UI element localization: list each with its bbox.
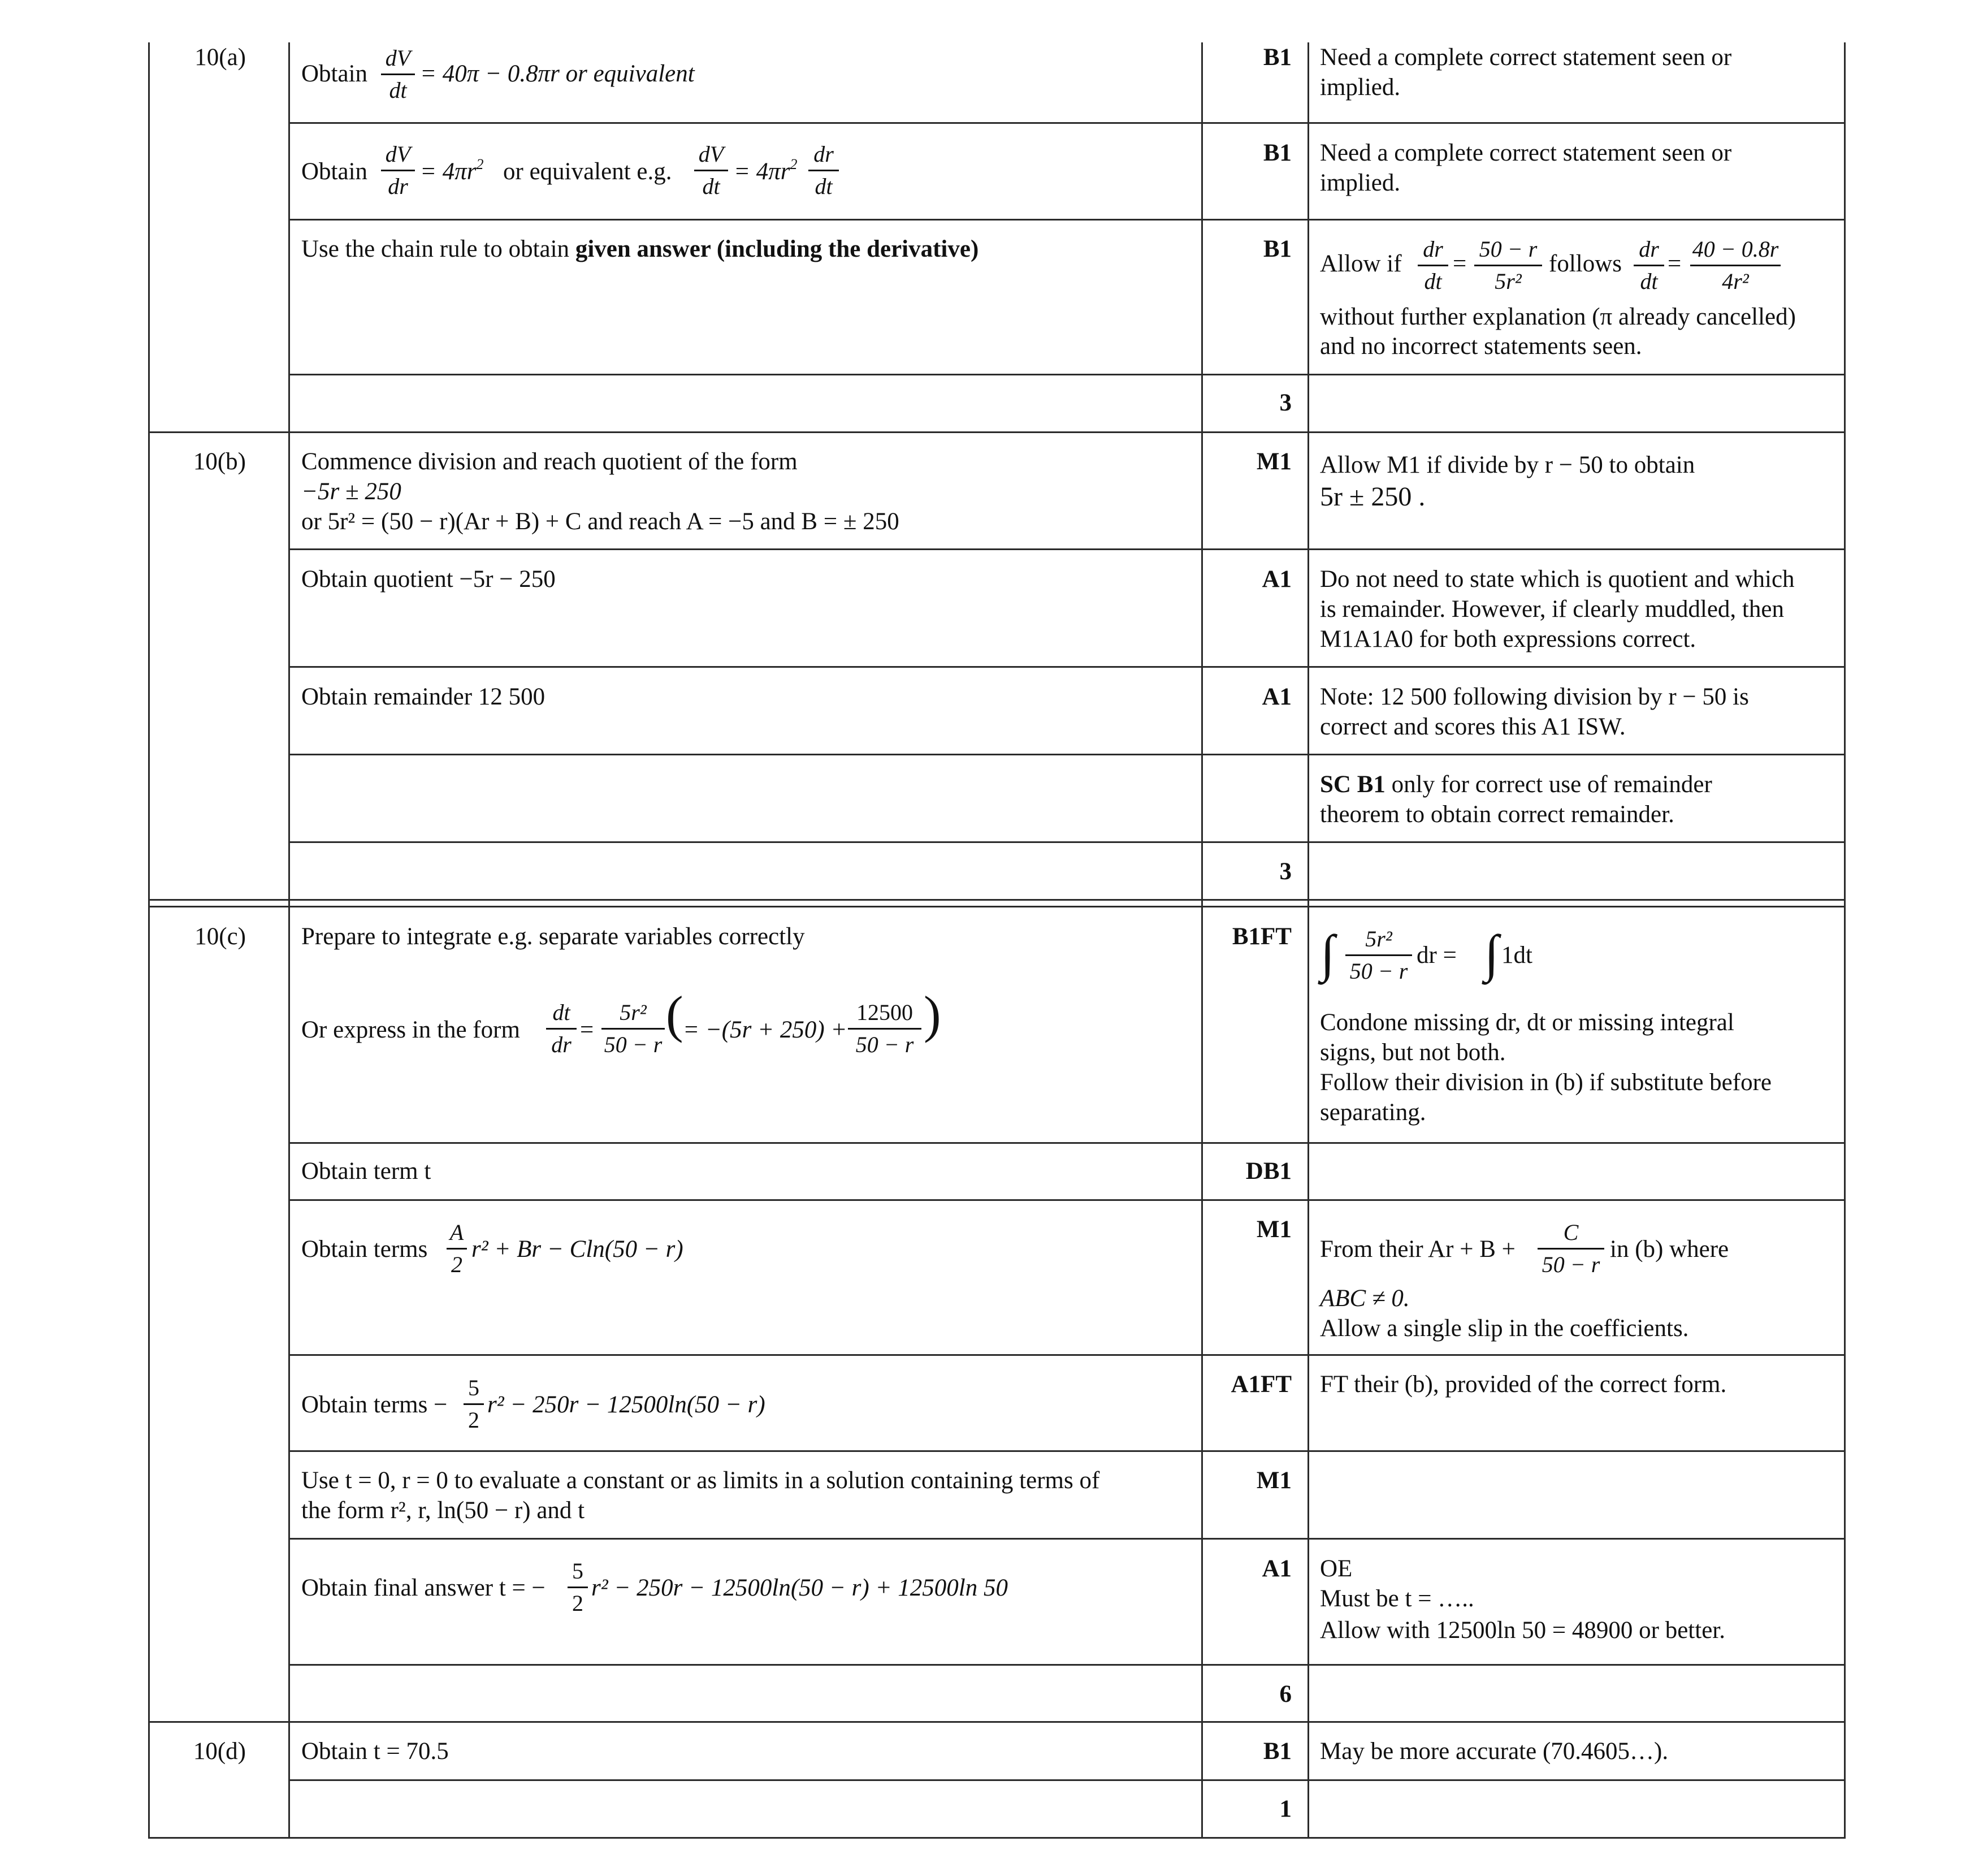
- guidance-text: follows: [1549, 250, 1622, 277]
- grid-line: [1844, 42, 1846, 1839]
- fraction: dV dt: [381, 45, 415, 103]
- grid-line: [148, 1721, 1846, 1723]
- guidance-line: May be more accurate (70.4605…).: [1320, 1738, 1669, 1765]
- guidance-text: 1dt: [1501, 942, 1532, 969]
- guidance-line: ABC ≠ 0.: [1320, 1285, 1410, 1312]
- mark-code: B1: [1263, 1738, 1292, 1765]
- grid-line: [288, 219, 1846, 221]
- answer-text: Obtain remainder 12 500: [301, 684, 545, 710]
- guidance-line: correct and scores this A1 ISW.: [1320, 714, 1626, 740]
- integral-sign: ∫: [1484, 924, 1499, 982]
- guidance-text: Allow if: [1320, 250, 1402, 277]
- grid-line: [288, 1779, 1846, 1781]
- guidance-line: theorem to obtain correct remainder.: [1320, 801, 1674, 828]
- fraction: 5 2: [568, 1558, 588, 1616]
- guidance-line: Need a complete correct statement seen or: [1320, 44, 1732, 71]
- answer-text: Or express in the form: [301, 1017, 520, 1043]
- guidance-text: in (b) where: [1610, 1236, 1729, 1263]
- fraction: dr dt: [808, 141, 839, 200]
- grid-line: [1307, 42, 1309, 1839]
- mark-code: B1FT: [1232, 923, 1292, 950]
- grid-line: [288, 1354, 1846, 1356]
- grid-line: [288, 1538, 1846, 1540]
- part-label: 10(d): [193, 1738, 246, 1765]
- total-marks: 3: [1279, 390, 1292, 416]
- total-marks: 3: [1279, 858, 1292, 885]
- guidance-line: Allow a single slip in the coefficients.: [1320, 1315, 1689, 1342]
- mark-code: B1: [1263, 236, 1292, 262]
- answer-text: Prepare to integrate e.g. separate variables correctly: [301, 923, 805, 950]
- answer-text: Obtain terms: [301, 1236, 428, 1263]
- answer-text: r² − 250r − 12500ln(50 − r): [487, 1391, 765, 1418]
- guidance-line: Do not need to state which is quotient and which: [1320, 566, 1795, 593]
- part-label: 10(b): [193, 448, 246, 475]
- fraction: C 50 − r: [1538, 1220, 1604, 1278]
- answer-line: or 5r² = (50 − r)(Ar + B) + C and reach A = −5 and B = ± 250: [301, 508, 899, 535]
- fraction: dV dt: [694, 141, 728, 200]
- fraction: 50 − r 5r²: [1474, 236, 1542, 295]
- grid-line: [148, 899, 1846, 901]
- grid-line: [288, 1450, 1846, 1452]
- answer-text: r² + Br − Cln(50 − r): [471, 1236, 683, 1263]
- paren-close: ): [924, 985, 941, 1043]
- guidance-line: and no incorrect statements seen.: [1320, 333, 1642, 360]
- fraction: 40 − 0.8r 4r²: [1690, 236, 1781, 295]
- answer-text: = 40π − 0.8πr or equivalent: [420, 60, 695, 87]
- guidance-line: implied.: [1320, 74, 1401, 101]
- grid-line: [288, 1199, 1846, 1201]
- guidance-line: is remainder. However, if clearly muddled, then: [1320, 596, 1784, 623]
- guidance-line: without further explanation (π already cancelled): [1320, 304, 1796, 330]
- guidance-line: SC B1 only for correct use of remainder: [1320, 771, 1712, 798]
- equals-sign: =: [1668, 250, 1682, 277]
- guidance-line: Allow M1 if divide by r − 50 to obtain: [1320, 452, 1695, 478]
- total-marks: 1: [1279, 1796, 1292, 1822]
- grid-line: [288, 666, 1846, 668]
- guidance-line: Must be t = …..: [1320, 1585, 1474, 1612]
- mark-code: B1: [1263, 140, 1292, 166]
- answer-line: −5r ± 250: [301, 478, 401, 505]
- fraction: 5r² 50 − r: [1345, 926, 1412, 984]
- answer-line: Use t = 0, r = 0 to evaluate a constant or as limits in a solution containing terms of: [301, 1467, 1100, 1494]
- equals-sign: =: [580, 1017, 594, 1043]
- answer-text: Use the chain rule to obtain given answer (including the derivative): [301, 236, 979, 262]
- guidance-line: Condone missing dr, dt or missing integral: [1320, 1009, 1734, 1036]
- answer-text: Obtain quotient −5r − 250: [301, 566, 556, 593]
- answer-line: Commence division and reach quotient of the form: [301, 448, 798, 475]
- answer-text: = $4\pi r^2$: [420, 156, 484, 185]
- part-label: 10(a): [194, 44, 246, 71]
- grid-line: [148, 906, 1846, 907]
- guidance-line: separating.: [1320, 1099, 1426, 1126]
- grid-line: [288, 1142, 1846, 1144]
- guidance-line: FT their (b), provided of the correct form.: [1320, 1371, 1727, 1398]
- answer-text: r² − 250r − 12500ln(50 − r) + 12500ln 50: [591, 1575, 1008, 1601]
- answer-text: or equivalent e.g.: [503, 158, 672, 185]
- guidance-text: From their Ar + B +: [1320, 1236, 1516, 1263]
- guidance-line: Follow their division in (b) if substitute before: [1320, 1069, 1772, 1096]
- fraction: dt dr: [546, 1000, 577, 1058]
- answer-text: Obtain term t: [301, 1158, 431, 1185]
- grid-line: [288, 42, 290, 1839]
- guidance-text: dr =: [1417, 942, 1457, 969]
- integral-sign: ∫: [1320, 924, 1335, 982]
- mark-code: A1: [1262, 1555, 1292, 1582]
- fraction: dV dr: [381, 141, 415, 200]
- fraction: dr dt: [1418, 236, 1448, 295]
- answer-text: Obtain: [301, 158, 368, 185]
- fraction: dr dt: [1634, 236, 1664, 295]
- total-marks: 6: [1279, 1681, 1292, 1708]
- fraction: 5 2: [464, 1375, 484, 1433]
- grid-line: [288, 548, 1846, 550]
- answer-line: the form r², r, ln(50 − r) and t: [301, 1497, 585, 1524]
- part-label: 10(c): [194, 923, 246, 950]
- fraction: A 2: [447, 1220, 467, 1278]
- grid-line: [288, 374, 1846, 375]
- guidance-line: Need a complete correct statement seen or: [1320, 140, 1732, 166]
- answer-text: Obtain: [301, 60, 368, 87]
- mark-code: DB1: [1245, 1158, 1292, 1185]
- equals-sign: =: [1453, 250, 1467, 277]
- grid-line: [288, 122, 1846, 124]
- fraction: 12500 50 − r: [848, 1000, 921, 1058]
- answer-text: Obtain terms −: [301, 1391, 448, 1418]
- grid-line: [148, 431, 1846, 433]
- answer-text: = $4\pi r^2$: [734, 156, 798, 185]
- paren-open: (: [666, 985, 683, 1043]
- grid-line: [288, 841, 1846, 843]
- fraction: 5r² 50 − r: [601, 1000, 665, 1058]
- guidance-line: M1A1A0 for both expressions correct.: [1320, 626, 1696, 652]
- guidance-line: implied.: [1320, 170, 1401, 196]
- guidance-line: OE: [1320, 1555, 1353, 1582]
- answer-text: Obtain final answer t = −: [301, 1575, 545, 1601]
- guidance-line: signs, but not both.: [1320, 1039, 1506, 1066]
- mark-code: M1: [1256, 448, 1292, 475]
- guidance-line: Allow with 12500ln 50 = 48900 or better.: [1320, 1617, 1725, 1644]
- grid-line: [288, 754, 1846, 755]
- answer-text: = −(5r + 250) +: [683, 1017, 847, 1043]
- mark-code: A1: [1262, 566, 1292, 593]
- grid-line: [148, 1837, 1846, 1839]
- answer-text: Obtain t = 70.5: [301, 1738, 449, 1765]
- mark-code: A1: [1262, 684, 1292, 710]
- grid-line: [288, 1664, 1846, 1666]
- mark-code: M1: [1256, 1467, 1292, 1494]
- guidance-line: 5r ± 250 .: [1320, 482, 1426, 512]
- guidance-line: Note: 12 500 following division by r − 50 is: [1320, 684, 1749, 710]
- mark-code: B1: [1263, 44, 1292, 71]
- mark-code: M1: [1256, 1216, 1292, 1243]
- mark-code: A1FT: [1231, 1371, 1292, 1398]
